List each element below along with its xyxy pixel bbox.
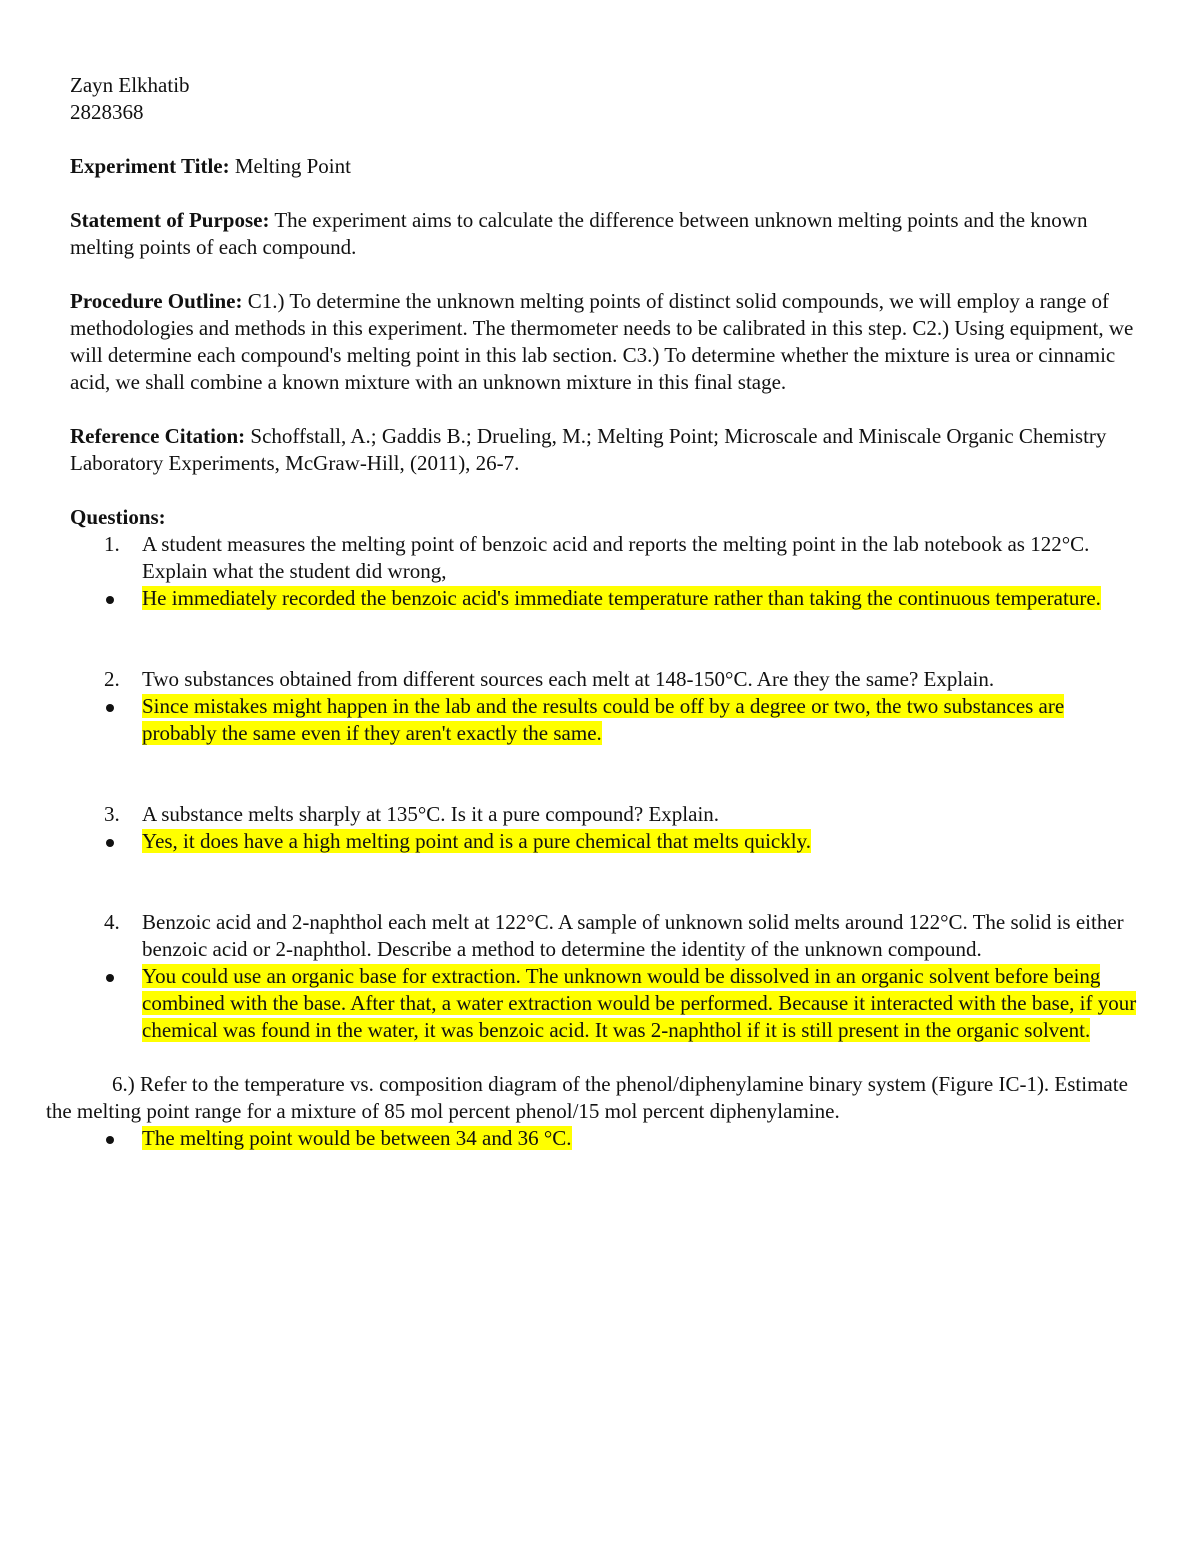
procedure-paragraph: [70, 288, 1140, 396]
answer-text: The melting point would be between 34 and 36 °C.: [142, 1126, 572, 1150]
answer-text: Since mistakes might happen in the lab and the results could be off by a degree or two, the two substances are probably the same even if they aren't exactly the same.: [142, 694, 1065, 745]
citation-text: Schoffstall, A.; Gaddis B.; Drueling, M.; Melting Point; Microscale and Miniscale Organic Chemistry Laboratory Experiments, McGraw-Hill, (2011), 26-7.: [70, 424, 1107, 475]
question-item: [70, 666, 1140, 693]
question-text: A student measures the melting point of benzoic acid and reports the melting point in the lab notebook as 122°C. Explain what the student did wrong,: [142, 532, 1090, 583]
question-number: 4.: [104, 910, 120, 934]
bullet-icon: [106, 974, 114, 982]
question-text: A substance melts sharply at 135°C. Is it a pure compound? Explain.: [142, 802, 720, 826]
purpose-paragraph: [70, 207, 1140, 261]
question-number: 3.: [104, 802, 120, 826]
author-name: Zayn Elkhatib: [70, 73, 190, 97]
question-text: Two substances obtained from different sources each melt at 148-150°C. Are they the same? Explain.: [142, 667, 995, 691]
purpose-label: Statement of Purpose:: [70, 208, 270, 232]
experiment-title-label: Experiment Title:: [70, 154, 230, 178]
document-page: [46, 72, 1140, 1152]
bullet-icon: [106, 596, 114, 604]
question-item: [70, 801, 1140, 828]
question-item: [70, 531, 1140, 585]
question-number: 6.): [112, 1072, 135, 1096]
bullet-icon: [106, 839, 114, 847]
questions-heading: Questions:: [70, 505, 166, 529]
citation-paragraph: [70, 423, 1140, 477]
question-text: Refer to the temperature vs. composition diagram of the phenol/diphenylamine binary system (Figure IC-1). Estimate the melting point range for a mixture of 85 mol percent phenol/15 mol percent diphenylamine.: [46, 1072, 1128, 1123]
answer-item: [70, 693, 1140, 747]
bullet-icon: [106, 1136, 114, 1144]
question-item: [70, 909, 1140, 963]
answer-item: [70, 1125, 1140, 1152]
answer-text: He immediately recorded the benzoic acid's immediate temperature rather than taking the continuous temperature.: [142, 586, 1101, 610]
answer-text: Yes, it does have a high melting point and is a pure chemical that melts quickly.: [142, 829, 811, 853]
answer-text: You could use an organic base for extraction. The unknown would be dissolved in an organic solvent before being combined with the base. After that, a water extraction would be performed. Because it interacted with the base, if your chemical was found in the water, it was benzoic acid. It was 2-naphthol if it is still present in the organic solvent.: [142, 964, 1137, 1042]
procedure-text: C1.) To determine the unknown melting points of distinct solid compounds, we will employ a range of methodologies and methods in this experiment. The thermometer needs to be calibrated in this step. C2.) Using equipment, we will determine each compound's melting point in this lab section. C3.) To determine whether the mixture is urea or cinnamic acid, we shall combine a known mixture with an unknown mixture in this final stage.: [70, 289, 1134, 394]
answer-item: [70, 585, 1140, 612]
student-id: 2828368: [70, 100, 144, 124]
purpose-text: The experiment aims to calculate the difference between unknown melting points and the known melting points of each compound.: [70, 208, 1088, 259]
question-number: 2.: [104, 667, 120, 691]
question-text: Benzoic acid and 2-naphthol each melt at 122°C. A sample of unknown solid melts around 122°C. The solid is either benzoic acid or 2-naphthol. Describe a method to determine the identity of the unknown compound.: [142, 910, 1124, 961]
experiment-title-line: [70, 153, 1140, 180]
experiment-title-value: Melting Point: [234, 154, 351, 178]
citation-label: Reference Citation:: [70, 424, 246, 448]
answer-item: [70, 963, 1140, 1044]
question-item: [46, 1071, 1140, 1125]
bullet-icon: [106, 704, 114, 712]
answer-item: [70, 828, 1140, 855]
procedure-label: Procedure Outline:: [70, 289, 243, 313]
question-number: 1.: [104, 532, 120, 556]
